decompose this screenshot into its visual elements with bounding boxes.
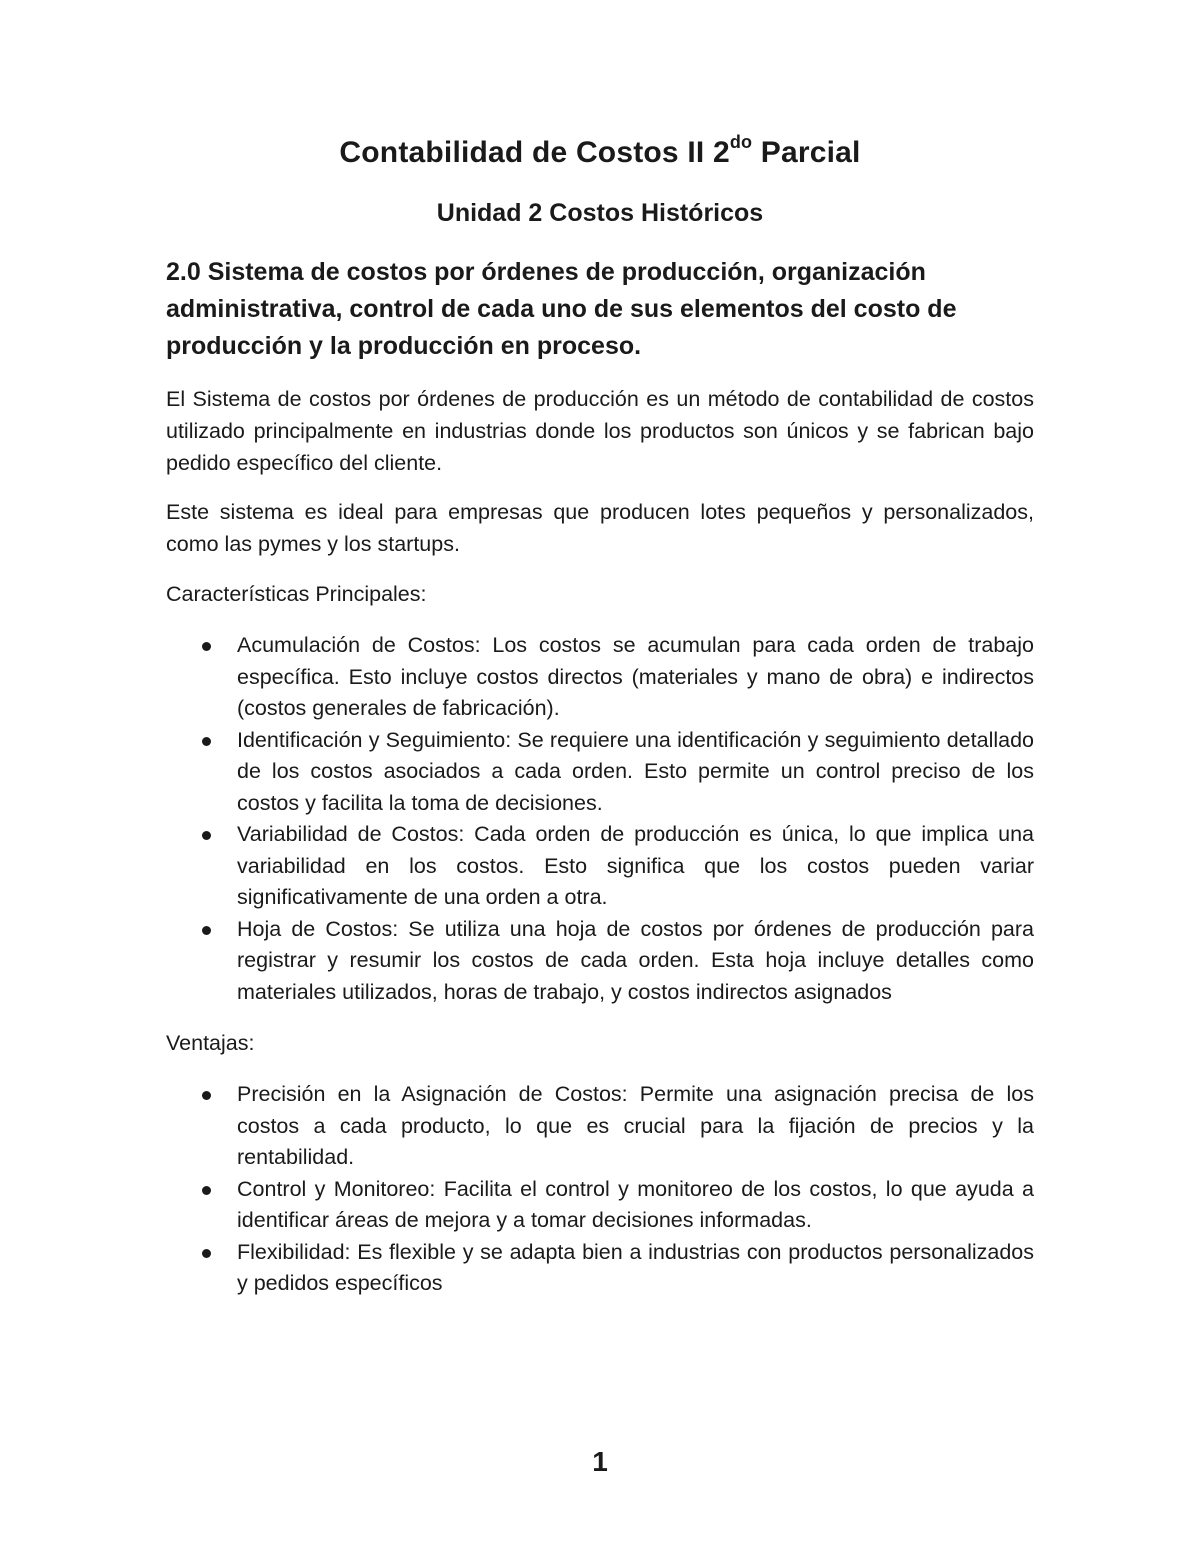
list-item-text: Identificación y Seguimiento: Se requiere una identificación y seguimiento detallado de los costos asociados a cada orden. Esto permite un control preciso de los costos y facilita la toma de decisiones. [237, 727, 1034, 815]
characteristics-label: Características Principales: [166, 582, 427, 606]
list-item [166, 1174, 1034, 1237]
list-item [166, 914, 1034, 1009]
page-number: 1 [592, 1446, 608, 1477]
title-superscript: do [729, 132, 753, 152]
document-subtitle: Unidad 2 Costos Históricos [436, 199, 764, 227]
title-end-text: Parcial [752, 136, 861, 169]
list-item [166, 725, 1034, 820]
advantages-label: Ventajas: [166, 1031, 255, 1055]
list-item [166, 1237, 1034, 1300]
list-item [166, 1079, 1034, 1174]
section-heading: 2.0 Sistema de costos por órdenes de producción, organización administrativa, control de cada uno de sus elementos del costo de producción y la producción en proceso. [166, 258, 957, 360]
list-item-text: Hoja de Costos: Se utiliza una hoja de costos por órdenes de producción para registrar y resumir los costos de cada orden. Esta hoja incluye detalles como materiales utilizados, horas de trabajo, y costos indirectos asignados [237, 916, 1034, 1004]
bullet-icon [202, 642, 211, 651]
title-main-text: Contabilidad de Costos II 2 [339, 136, 730, 169]
bullet-icon [202, 1186, 211, 1195]
list-item-text: Acumulación de Costos: Los costos se acumulan para cada orden de trabajo específica. Esto incluye costos directos (materiales y mano de obra) e indirectos (costos generales de fabricación). [237, 633, 1034, 720]
list-item-text: Control y Monitoreo: Facilita el control y monitoreo de los costos, lo que ayuda a identificar áreas de mejora y a tomar decisiones informadas. [237, 1176, 1034, 1232]
list-item-text: Variabilidad de Costos: Cada orden de producción es única, lo que implica una variabilidad en los costos. Esto significa que los costos pueden variar significativamente de una orden a otra. [237, 822, 1034, 909]
characteristics-list [166, 630, 1034, 1008]
document-title [0, 132, 1200, 170]
bullet-icon [202, 926, 211, 935]
list-item-text: Flexibilidad: Es flexible y se adapta bien a industrias con productos personalizados y pedidos específicos [237, 1239, 1034, 1295]
advantages-list [166, 1079, 1034, 1300]
ideal-use-paragraph: Este sistema es ideal para empresas que producen lotes pequeños y personalizados, como las pymes y los startups. [166, 500, 1034, 556]
bullet-icon [202, 737, 211, 746]
bullet-icon [202, 1249, 211, 1258]
list-item-text: Precisión en la Asignación de Costos: Permite una asignación precisa de los costos a cada producto, lo que es crucial para la fijación de precios y la rentabilidad. [237, 1082, 1034, 1169]
list-item [166, 819, 1034, 914]
intro-paragraph: El Sistema de costos por órdenes de producción es un método de contabilidad de costos utilizado principalmente en industrias donde los productos son únicos y se fabrican bajo pedido específico del cliente. [166, 387, 1034, 475]
list-item [166, 630, 1034, 725]
bullet-icon [202, 831, 211, 840]
bullet-icon [202, 1091, 211, 1100]
